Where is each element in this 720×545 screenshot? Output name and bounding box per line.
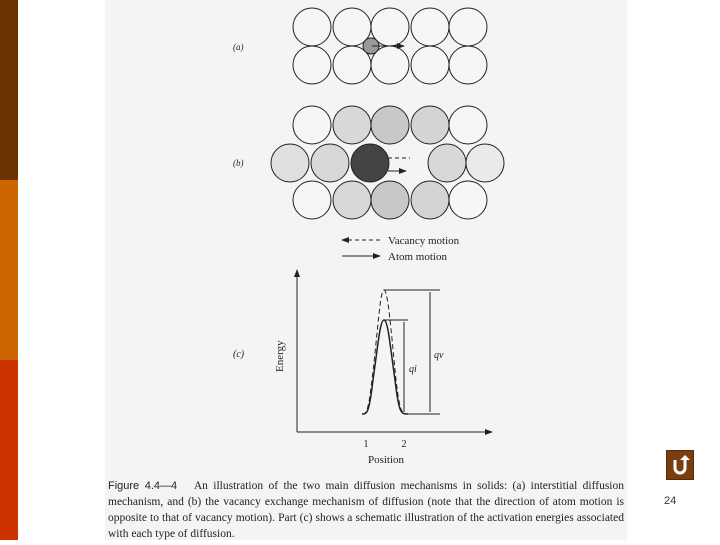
atom-circle (333, 106, 371, 144)
figure-image (105, 0, 627, 540)
atom-circle (428, 144, 466, 182)
vacancy-energy-curve (362, 290, 408, 414)
legend-vacancy: Vacancy motion (388, 235, 460, 247)
atom-circle (293, 106, 331, 144)
x-axis-label: Position (367, 454, 405, 466)
atom-circle (449, 181, 487, 219)
atom-circle (293, 46, 331, 84)
tick-1: 1 (363, 439, 369, 450)
atom-circle (311, 144, 349, 182)
label-c: (c) (233, 349, 245, 360)
caption-text: An illustration of the two main diffusion mechanisms in solids: (a) interstitial diffusion mechanism, and (b) the vacancy exchange mechanism of diffusion (note that the direction of atom motion is opposite to that of vacancy motion). Part (c) shows a schematic illustration of the activation energies associated with each type of diffusion. (108, 480, 624, 540)
atom-circle (411, 8, 449, 46)
atom-circle (449, 46, 487, 84)
atom-circle (449, 106, 487, 144)
qi-label: qi (409, 364, 417, 375)
decor-bar-middle (0, 180, 18, 360)
atom-circle (333, 181, 371, 219)
decor-bar-top (0, 0, 18, 180)
legend-atom: Atom motion (388, 251, 447, 263)
atom-circle (466, 144, 504, 182)
label-b: (b) (233, 158, 244, 168)
page-number: 24 (664, 495, 677, 507)
caption-figure-number: Figure 4.4—4 (108, 480, 178, 492)
atom-circle (271, 144, 309, 182)
return-icon (670, 454, 690, 476)
atom-circle (449, 8, 487, 46)
atom-circle (293, 181, 331, 219)
y-axis-label: Energy (274, 340, 286, 372)
label-a: (a) (233, 42, 244, 52)
figure-caption (108, 478, 624, 542)
atom-circle (411, 106, 449, 144)
return-button[interactable] (666, 450, 694, 480)
qv-label: qv (434, 350, 444, 361)
decor-bar-bottom (0, 360, 18, 540)
atom-circle (371, 181, 409, 219)
atom-circle (411, 46, 449, 84)
atom-circle (411, 181, 449, 219)
atom-circle (351, 144, 389, 182)
lattice-b (271, 106, 504, 219)
atom-circle (371, 106, 409, 144)
tick-2: 2 (401, 439, 407, 450)
atom-circle (293, 8, 331, 46)
